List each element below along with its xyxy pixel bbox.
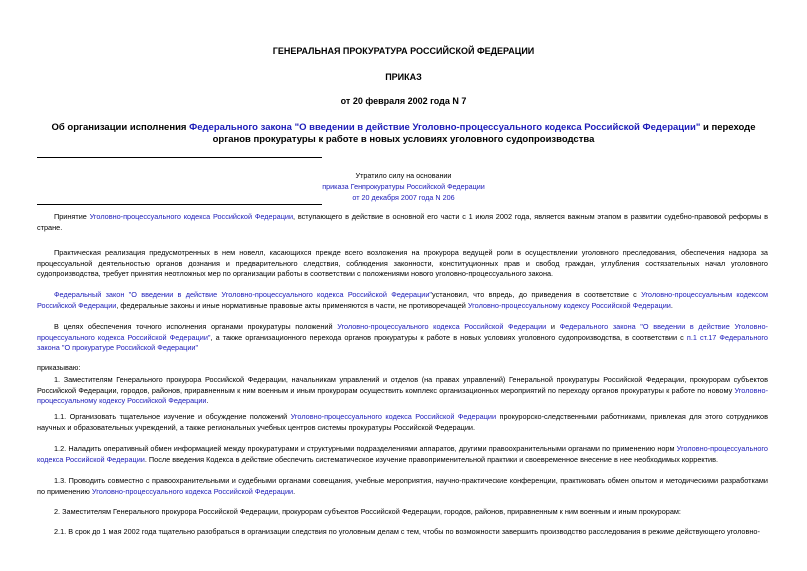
title-text-pre: Об организации исполнения <box>51 122 190 133</box>
p9-text: 1.3. Проводить совместно с правоохранительными и судебными органами совещания, учебные мероприятия, научно-практические конференции, практиковать обмен опытом и методическими разработками по применению <box>37 476 768 496</box>
note-order-link[interactable]: приказа Генпрокуратуры Российской Федерации <box>322 182 485 191</box>
p3-text: установил, что впредь, до приведения в соответствие с <box>432 290 642 299</box>
p3-code-link-2[interactable]: Уголовно-процессуальному кодексу Российской Федерации <box>467 300 671 310</box>
p7-text: 1.1. Организовать тщательное изучение и обсуждение положений <box>54 412 291 421</box>
paragraph-item-1 <box>37 375 768 407</box>
p1-text-2: , вступающего в действие в основной его части с 1 июля 2002 года, является важным этапом в развитии судебно-правовой реформы в стране. <box>37 212 768 232</box>
doc-title <box>40 122 767 146</box>
p10-text: 2. Заместителям Генерального прокурора Российской Федерации, прокурорам субъектов Российской Федерации, городов, районов, приравненным к ним военным и иным прокурорам: <box>54 507 681 516</box>
p8-code-link[interactable]: Уголовно-процессуального кодекса Российской Федерации <box>37 444 768 464</box>
paragraph-item-2-1 <box>37 527 768 538</box>
p8-text: 1.2. Наладить оперативный обмен информацией между прокуратурами и структурными подразделениями аппаратов, другими правоохранительными органами по применению норм <box>54 444 677 453</box>
p3-text-2: , федеральные законы и иные нормативные правовые акты применяются в части, не противоречащей <box>116 300 468 310</box>
p9-code-link[interactable]: Уголовно-процессуального кодекса Российской Федерации <box>91 486 294 496</box>
org-header: ГЕНЕРАЛЬНАЯ ПРОКУРАТУРА РОССИЙСКОЙ ФЕДЕРАЦИИ <box>272 46 535 56</box>
p4-code-link[interactable]: Уголовно-процессуального кодекса Российской Федерации <box>337 322 547 331</box>
p11-text: 2.1. В срок до 1 мая 2002 года тщательно разобраться в организации следствия по уголовным делам с тем, чтобы по возможности завершить производство расследования в режиме действующего уголовно- <box>54 527 760 536</box>
p7-text-2: прокурорско-следственными работниками, привлекая для этого сотрудников научных и образовательных учреждений, а также региональных учебных центров системы прокуратуры Российской Федерации. <box>37 412 768 432</box>
paragraph-federal-law <box>37 290 768 311</box>
p3-text-3: . <box>670 300 673 310</box>
revocation-note <box>300 170 507 203</box>
p4-prosecution-law-link[interactable]: п.1 ст.17 Федерального закона "О прокуратуре Российской Федерации" <box>37 332 768 352</box>
p1-text: Принятие <box>54 212 90 221</box>
p1-code-link[interactable]: Уголовно-процессуального кодекса Российской Федерации <box>89 212 294 221</box>
p7-code-link[interactable]: Уголовно-процессуального кодекса Российской Федерации <box>290 412 497 421</box>
paragraph-purpose <box>37 322 768 354</box>
note-date-link[interactable]: от 20 декабря 2007 года N 206 <box>352 193 455 202</box>
divider-top <box>37 157 322 158</box>
divider-bottom <box>37 204 322 205</box>
p5-text: приказываю: <box>37 363 81 372</box>
p4-text-2: и <box>546 322 560 331</box>
paragraph-item-2 <box>37 507 768 518</box>
title-law-link[interactable]: Федерального закона "О введении в действие Уголовно-процессуального кодекса Российской Федерации" <box>189 122 701 133</box>
note-line: Утратило силу на основании <box>355 171 452 180</box>
paragraph-item-1-2 <box>37 444 768 465</box>
paragraph-intro <box>37 212 768 233</box>
p4-text: В целях обеспечения точного исполнения органами прокуратуры положений <box>54 322 338 331</box>
p8-text-2: . После введения Кодекса в действие обеспечить систематическое изучение правоприменительной практики и своевременное внесение в нее необходимых корректив. <box>144 454 718 464</box>
p6-text: 1. Заместителям Генерального прокурора Российской Федерации, начальникам управлений и отделов (на правах управлений) Генеральной прокуратуры Российской Федерации, прокурорам субъектов Российской Федерации, городов, районов, приравненным к ним военным и иным прокурорам осуществить комплекс организационных мероприятий по переходу органов прокуратуры к работе по новому <box>37 375 768 395</box>
p3-code-link[interactable]: Уголовно-процессуальным кодексом Российской Федерации <box>37 290 768 310</box>
p4-text-3: , а также организационного перехода органов прокуратуры к работе в новых условиях уголовного судопроизводства, в соответствии с <box>210 332 687 342</box>
p3-law-link[interactable]: Федеральный закон "О введении в действие Уголовно-процессуального кодекса Российской Федерации" <box>54 290 433 299</box>
p6-code-link[interactable]: Уголовно-процессуальному кодексу Российской Федерации <box>37 385 768 405</box>
p2-text: Практическая реализация предусмотренных в нем новелл, касающихся прежде всего возложения на прокурора ведущей роли в осуществлении уголовного преследования, обеспечения надзора за процессуальной деятельностью органов дознания и предварительного следствия, соблюдения законности, конституционных прав и свобод граждан, углубления состязательных начал уголовного судопроизводства, требует принятия неотложных мер по организации работы в соответствии с положениями нового уголовно-процессуального закона. <box>37 248 768 278</box>
paragraph-item-1-1 <box>37 412 768 433</box>
paragraph-practice <box>37 248 768 280</box>
p4-law-link[interactable]: Федерального закона "О введении в действие Уголовно-процессуального кодекса Российской Федерации" <box>37 322 768 342</box>
paragraph-order <box>37 363 768 374</box>
doc-type: ПРИКАЗ <box>385 72 422 82</box>
p9-text-2: . <box>293 486 296 496</box>
title-text-post: и переходе органов прокуратуры к работе в новых условиях уголовного судопроизводства <box>212 122 756 145</box>
p6-text-2: . <box>206 396 209 405</box>
paragraph-item-1-3 <box>37 476 768 497</box>
doc-date: от 20 февраля 2002 года N 7 <box>340 96 467 106</box>
